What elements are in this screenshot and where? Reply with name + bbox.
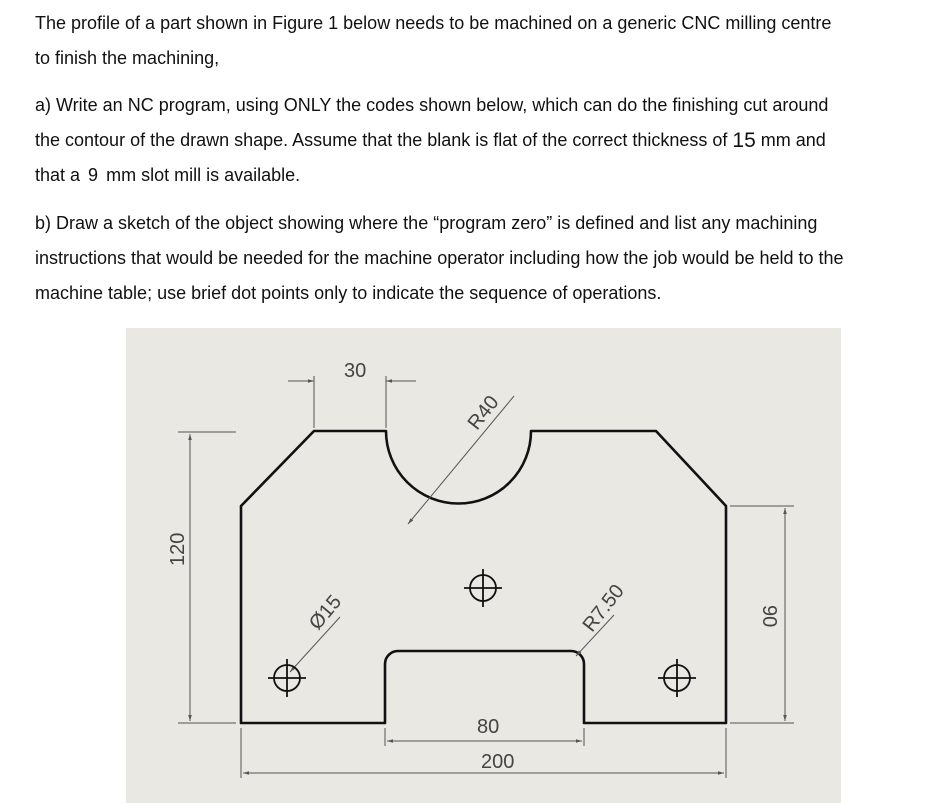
dim-text-200: 200 [481, 751, 515, 773]
part-b-line-2: instructions that would be needed for the machine operator including how the job would be held to the [35, 248, 844, 268]
dim-text-30: 30 [344, 360, 367, 382]
dim-text-dia15: Ø15 [304, 591, 347, 635]
dim-text-r7-5: R7.50 [578, 580, 629, 637]
part-b-line-3: machine table; use brief dot points only to indicate the sequence of operations. [35, 283, 662, 303]
mill-size-value: 9 [88, 165, 99, 185]
part-a-line-3-end: mm slot mill is available. [106, 165, 301, 185]
intro-paragraph [35, 6, 925, 76]
hole-center [464, 569, 502, 607]
hole-right [658, 659, 696, 697]
thickness-value: 15 [732, 129, 756, 152]
part-a-line-2-end: mm and [760, 130, 826, 150]
intro-line-2: to finish the machining, [35, 48, 220, 68]
part-a-line-2: the contour of the drawn shape. Assume that the blank is flat of the correct thickness of [35, 130, 728, 150]
leader-r40 [408, 396, 514, 524]
intro-line-1: The profile of a part shown in Figure 1 below needs to be machined on a generic CNC milling centre [35, 13, 832, 33]
figure-1-drawing [126, 328, 841, 803]
dim-text-90: 90 [758, 605, 780, 628]
part-a-line-3: that a [35, 165, 81, 185]
part-drawing-svg [126, 328, 841, 803]
part-b-line-1: b) Draw a sketch of the object showing where the “program zero” is defined and list any machining [35, 213, 818, 233]
part-a-paragraph [35, 88, 925, 193]
hole-left [268, 659, 306, 697]
part-a-line-1: a) Write an NC program, using ONLY the codes shown below, which can do the finishing cut around [35, 95, 829, 115]
dim-text-120: 120 [167, 532, 189, 566]
dim-text-80: 80 [477, 716, 500, 738]
part-b-paragraph [35, 206, 925, 311]
dim-text-r40: R40 [463, 391, 504, 435]
